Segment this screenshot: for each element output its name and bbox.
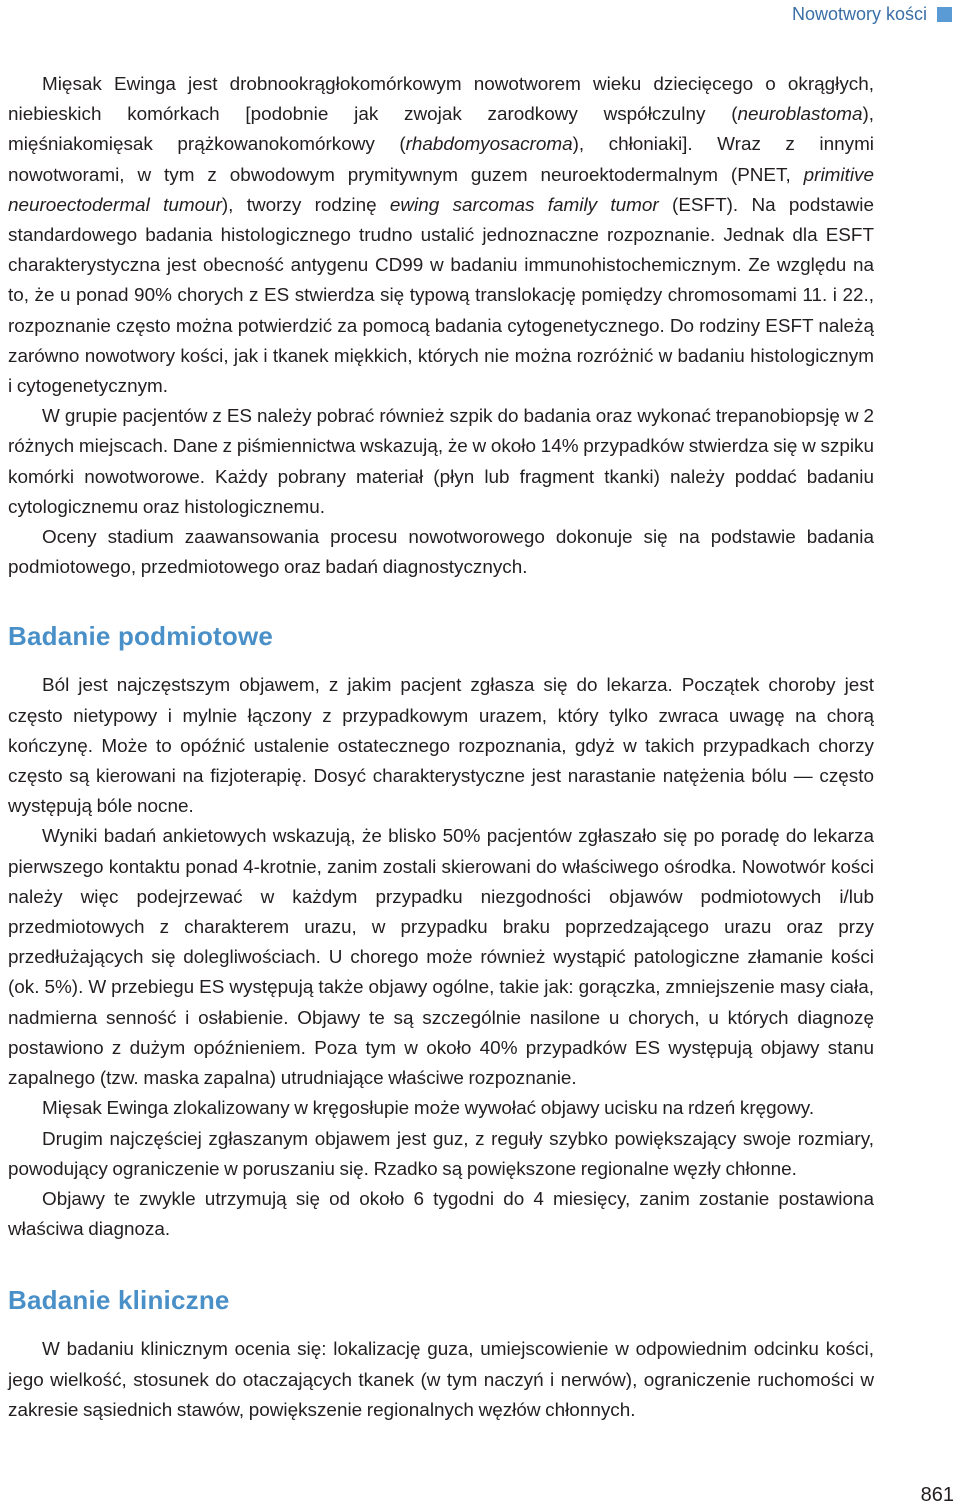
term-rhabdomyosacroma: rhabdomyosacroma [405, 134, 573, 156]
subjective-paragraph-2: Wyniki badań ankietowych wskazują, że blisko 50% pacjentów zgłaszało się po poradę do lekarza pierwszego kontaktu ponad 4-krotnie, zanim zostali skierowani do właściwego ośrodka. Nowotwór kości należy więc podejrzewać w każdym przypadku niezgodności objawów podmiotowych i/lub przedmiotowych z charakterem urazu, w przypadku braku poprzedzającego urazu oraz przy przedłużających się dolegliwościach. U chorego może również wystąpić patologiczne złamanie kości (ok. 5%). W przebiegu ES występują także objawy ogólne, takie jak: gorączka, zmniejszenie masy ciała, nadmierna senność i osłabienie. Objawy te są szczególnie nasilone u chorych, u których diagnozę postawiono z dużym opóźnieniem. Poza tym w około 40% przypadków ES występują objawy stanu zapalnego (tzw. maska zapalna) utrudniające właściwe rozpoznanie. [8, 826, 874, 1090]
text-run: ), mięśniakomięsak prążkowanokomórkowy ( [8, 104, 874, 156]
section-title: Nowotwory kości [791, 4, 927, 24]
term-esft: ewing sarcomas family tumor [389, 194, 659, 216]
header-square-icon [937, 7, 952, 22]
subjective-paragraph-5: Objawy te zwykle utrzymują się od około 6 tygodni do 4 miesięcy, zanim zostanie postawiona właściwa diagnoza. [8, 1188, 874, 1241]
intro-paragraph-1 [8, 70, 874, 402]
text-run: (ESFT). Na podstawie standardowego badania histologicznego trudno ustalić jednoznaczne rozpoznanie. Jednak dla ESFT charakterystyczna jest obecność antygenu CD99 w badaniu immunohistochemicznym. Ze względu na to, że u ponad 90% chorych z ES stwierdza się typową translokację pomiędzy chromosomami 11. i 22., rozpoznanie często można potwierdzić za pomocą badania cytogenetycznego. Do rodziny ESFT należą zarówno nowotwory kości, jak i tkanek miękkich, których nie można rozróżnić w badaniu histologicznym i cytogenetycznym. [8, 194, 874, 398]
page-number: 861 [920, 1484, 954, 1506]
intro-paragraph-3: Oceny stadium zaawansowania procesu nowotworowego dokonuje się na podstawie badania podmiotowego, przedmiotowego oraz badań diagnostycznych. [8, 527, 874, 579]
subjective-paragraph-3: Mięsak Ewinga zlokalizowany w kręgosłupie może wywołać objawy ucisku na rdzeń kręgowy. [42, 1098, 815, 1120]
term-pnet: primitive neuroectodermal tumour [8, 164, 874, 216]
intro-paragraph-2: W grupie pacjentów z ES należy pobrać również szpik do badania oraz wykonać trepanobiopsję w 2 różnych miejscach. Dane z piśmiennictwa wskazują, że w około 14% przypadków stwierdza się w szpiku komórki nowotworowe. Każdy pobrany materiał (płyn lub fragment tkanki) należy poddać badaniu cytologicznemu oraz histologicznemu. [8, 406, 874, 518]
subjective-paragraph-1: Ból jest najczęstszym objawem, z jakim pacjent zgłasza się do lekarza. Początek choroby jest często nietypowy i mylnie łączony z przypadkowym urazem, który tylko zwraca uwagę na chorą kończynę. Może to opóźnić ustalenie ostatecznego rozpoznania, gdyż w takich przypadkach chorzy często są kierowani na fizjoterapię. Dosyć charakterystyczne jest narastanie natężenia bólu — często występują bóle nocne. [8, 675, 874, 818]
clinical-paragraph-1: W badaniu klinicznym ocenia się: lokalizację guza, umiejscowienie w odpowiednim odcinku kości, jego wielkość, stosunek do otaczających tkanek (w tym naczyń i nerwów), ograniczenie ruchomości w zakresie sąsiednich stawów, powiększenie regionalnych węzłów chłonnych. [8, 1339, 874, 1421]
section-heading-clinical: Badanie kliniczne [8, 1285, 230, 1316]
text-run: ), chłoniaki]. Wraz z innymi nowotworami, w tym z obwodowym prymitywnym guzem neuroektodermalnym (PNET, [8, 134, 874, 186]
text-run: Mięsak Ewinga jest drobnookrągłokomórkowym nowotworem wieku dziecięcego o okrągłych, niebieskich komórkach [podobnie jak zwojak zarodkowy współczulny ( [8, 74, 874, 126]
running-header [792, 4, 952, 25]
term-neuroblastoma: neuroblastoma [737, 104, 863, 126]
text-run: ), tworzy rodzinę [221, 194, 390, 216]
main-content [8, 70, 874, 1426]
subjective-paragraph-4: Drugim najczęściej zgłaszanym objawem jest guz, z reguły szybko powiększający swoje rozmiary, powodujący ograniczenie w poruszaniu się. Rzadko są powiększone regionalne węzły chłonne. [8, 1128, 874, 1180]
section-heading-subjective: Badanie podmiotowe [8, 621, 274, 652]
